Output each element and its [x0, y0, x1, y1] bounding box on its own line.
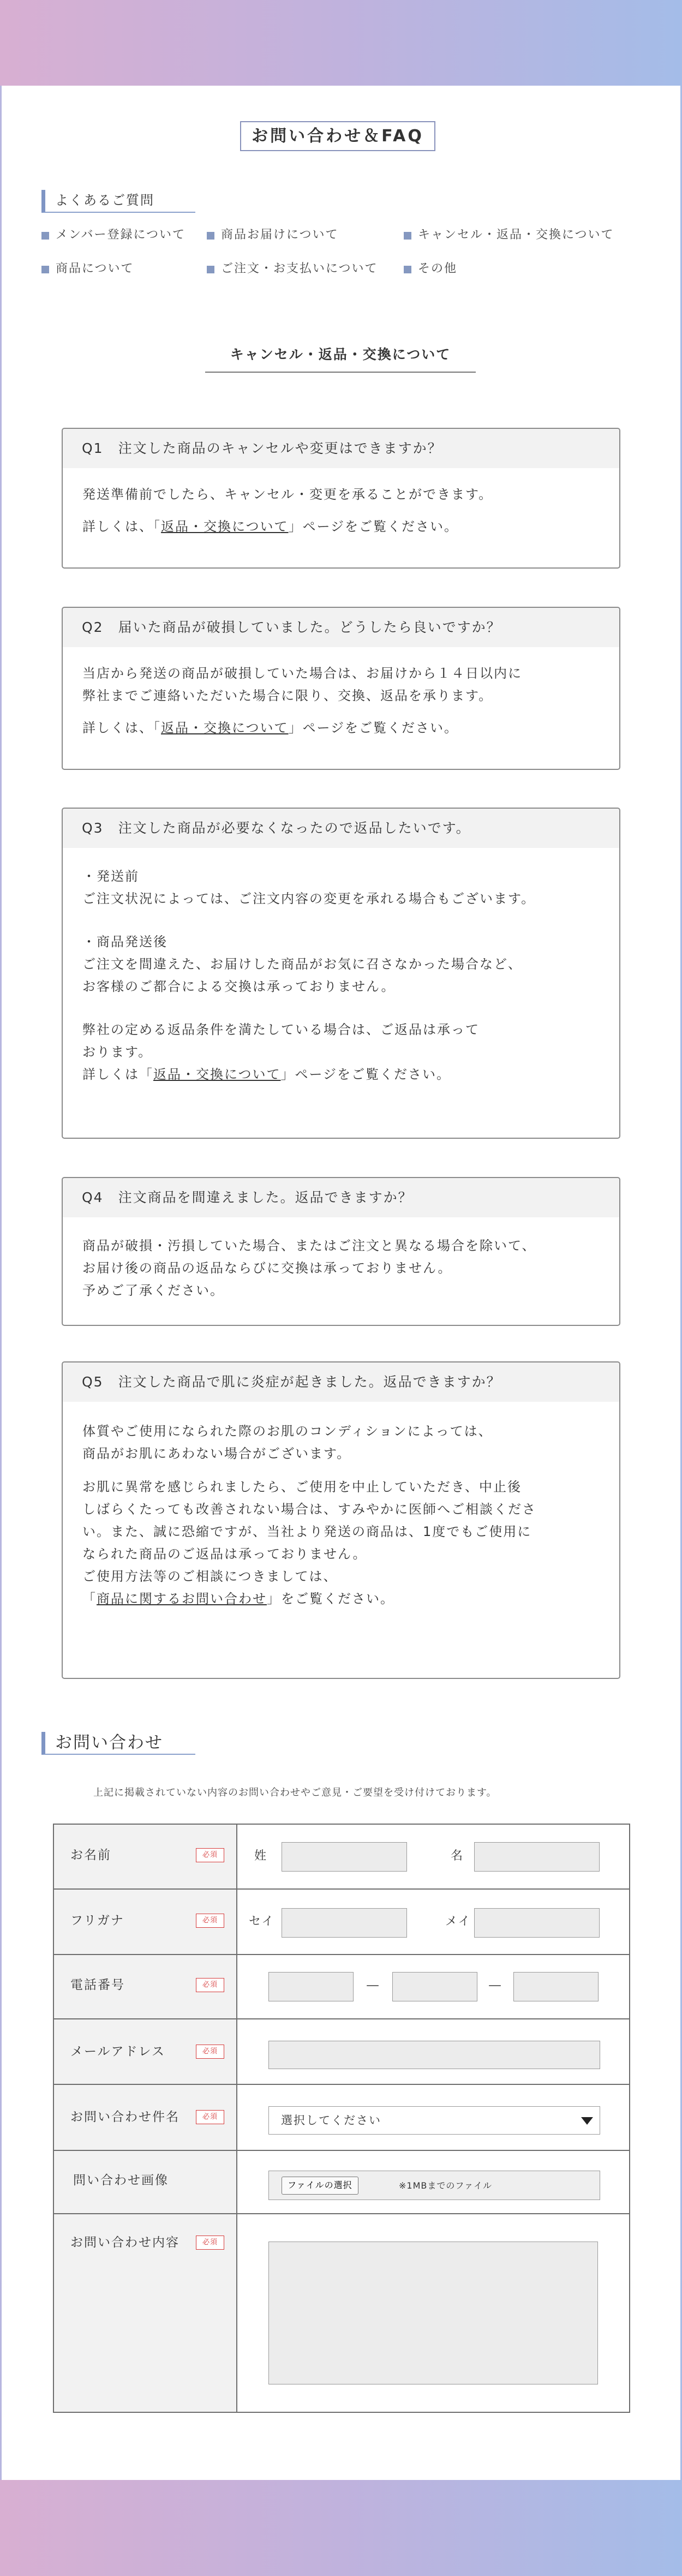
page-title: お問い合わせ＆FAQ — [240, 121, 435, 151]
last-kana-input[interactable] — [282, 1908, 407, 1938]
subject-selected-value: 選択してください — [281, 2114, 381, 2127]
phone-label: 電話番号 — [70, 1978, 125, 1992]
faq-question: Q2 届いた商品が破損していました。どうしたら良いですか？ — [63, 608, 619, 647]
first-name-label: 名 — [451, 1849, 464, 1863]
file-size-note: ※1MBまでのファイル — [399, 2180, 493, 2191]
faq-item-q1 — [62, 428, 620, 569]
email-label: メールアドレス — [70, 2045, 165, 2059]
nav-item-product[interactable]: 商品について — [41, 261, 134, 277]
nav-item-member[interactable]: メンバー登録について — [41, 227, 186, 243]
phone-separator: — — [488, 1977, 502, 1993]
nav-item-cancel-return[interactable]: キャンセル・返品・交換について — [404, 227, 614, 243]
faq-question: Q3 注文した商品が必要なくなったので返品したいです。 — [63, 809, 619, 848]
link-suffix: 」をご覧ください。 — [267, 1591, 394, 1606]
answer-line: なられた商品のご返品は承っておりません。 — [82, 1546, 367, 1562]
required-badge: 必須 — [196, 1978, 224, 1992]
answer-link-line — [82, 1588, 600, 1610]
subject-select[interactable] — [268, 2106, 600, 2135]
contact-lead-text: 上記に掲載されていない内容のお問い合わせやご意見・ご要望を受け付けております。 — [93, 1787, 497, 1798]
answer-line: ご注文を間違えた、お届けした商品がお気に召さなかった場合など、 — [82, 957, 522, 972]
return-exchange-link[interactable]: 返品・交換について — [161, 720, 289, 736]
phone-input-2[interactable] — [392, 1972, 477, 2001]
message-textarea[interactable] — [268, 2242, 598, 2384]
row-divider — [54, 2018, 629, 2019]
row-divider — [54, 2084, 629, 2085]
contact-section-heading: お問い合わせ — [41, 1732, 195, 1755]
name-label: お名前 — [70, 1848, 111, 1862]
faq-answer — [63, 848, 619, 1086]
last-kana-label: セイ — [249, 1915, 275, 1928]
product-inquiry-link[interactable]: 商品に関するお問い合わせ — [97, 1591, 267, 1606]
answer-link-line — [82, 1063, 600, 1086]
faq-item-q4 — [62, 1177, 620, 1326]
answer-line: お届け後の商品の返品ならびに交換は承っておりません。 — [82, 1260, 452, 1276]
answer-link-line — [82, 717, 600, 739]
answer-line: 予めご了承ください。 — [82, 1283, 224, 1298]
faq-item-q2 — [62, 607, 620, 770]
link-suffix: 」ページをご覧ください。 — [280, 1067, 451, 1082]
first-kana-input[interactable] — [474, 1908, 600, 1938]
row-divider — [54, 2213, 629, 2214]
nav-item-delivery[interactable]: 商品お届けについて — [207, 227, 339, 243]
message-label: お問い合わせ内容 — [70, 2236, 180, 2250]
chevron-down-icon — [581, 2117, 593, 2125]
answer-link-line — [82, 516, 600, 538]
link-prefix: 詳しくは、「 — [82, 720, 161, 736]
faq-question: Q4 注文商品を間違えました。返品できますか？ — [63, 1178, 619, 1217]
row-divider — [54, 1954, 629, 1955]
required-badge: 必須 — [196, 2110, 224, 2124]
link-suffix: 」ページをご覧ください。 — [288, 519, 459, 534]
return-exchange-link[interactable]: 返品・交換について — [153, 1067, 281, 1082]
answer-line: しばらくたっても改善されない場合は、すみやかに医師へご相談くださ — [82, 1502, 536, 1517]
required-badge: 必須 — [196, 1848, 224, 1862]
file-upload-field — [268, 2171, 600, 2200]
answer-line: 当店から発送の商品が破損していた場合は、お届けから１４日以内に — [82, 666, 522, 681]
choose-file-button[interactable]: ファイルの選択 — [282, 2177, 358, 2195]
answer-line: 弊社の定める返品条件を満たしている場合は、ご返品は承って — [82, 1022, 480, 1037]
required-badge: 必須 — [196, 2045, 224, 2059]
answer-line: ご使用方法等のご相談につきましては、 — [82, 1569, 338, 1584]
email-field[interactable] — [268, 2041, 600, 2069]
faq-item-q3 — [62, 808, 620, 1139]
phone-separator: — — [366, 1977, 380, 1993]
faq-question: Q1 注文した商品のキャンセルや変更はできますか？ — [63, 429, 619, 468]
answer-line: ・商品発送後 — [82, 934, 167, 949]
link-suffix: 」ページをご覧ください。 — [288, 720, 459, 736]
nav-item-order-payment[interactable]: ご注文・お支払いについて — [207, 261, 378, 277]
faq-question: Q5 注文した商品で肌に炎症が起きました。返品できますか？ — [63, 1362, 619, 1402]
link-prefix: 詳しくは、「 — [82, 519, 161, 534]
answer-text — [82, 662, 600, 707]
row-divider — [54, 2150, 629, 2151]
answer-line: ・発送前 — [82, 869, 139, 884]
return-exchange-link[interactable]: 返品・交換について — [161, 519, 289, 534]
first-name-input[interactable] — [474, 1842, 600, 1872]
answer-line: 体質やご使用になられた際のお肌のコンディションによっては、 — [82, 1424, 493, 1439]
first-kana-label: メイ — [445, 1915, 471, 1928]
answer-line: お客様のご都合による交換は承っておりません。 — [82, 979, 396, 994]
answer-line: い。また、誠に恐縮ですが、当社より発送の商品は、1度でもご使用に — [82, 1524, 532, 1539]
footer-gradient-band — [0, 2480, 682, 2576]
answer-text: 発送準備前でしたら、キャンセル・変更を承ることができます。 — [82, 487, 493, 502]
row-divider — [54, 1888, 629, 1890]
answer-line: 弊社までご連絡いただいた場合に限り、交換、返品を承ります。 — [82, 688, 493, 703]
phone-input-1[interactable] — [268, 1972, 354, 2001]
image-label: 問い合わせ画像 — [73, 2173, 169, 2187]
last-name-input[interactable] — [282, 1842, 407, 1872]
required-badge: 必須 — [196, 1914, 224, 1928]
link-prefix: 「 — [82, 1591, 97, 1606]
answer-line: おります。 — [82, 1044, 153, 1060]
faq-answer — [63, 468, 619, 538]
faq-section-heading: よくあるご質問 — [41, 190, 195, 213]
faq-answer — [63, 1402, 619, 1610]
link-prefix: 詳しくは「 — [82, 1067, 153, 1082]
faq-answer — [63, 1217, 619, 1302]
last-name-label: 姓 — [254, 1849, 268, 1863]
answer-line: 商品が破損・汚損していた場合、またはご注文と異なる場合を除いて、 — [82, 1238, 536, 1253]
answer-line: ご注文状況によっては、ご注文内容の変更を承れる場合もございます。 — [82, 891, 536, 906]
subject-label: お問い合わせ件名 — [70, 2110, 180, 2124]
faq-item-q5 — [62, 1361, 620, 1679]
phone-input-3[interactable] — [513, 1972, 599, 2001]
header-gradient-band — [0, 0, 682, 86]
faq-answer — [63, 647, 619, 739]
answer-line: 商品がお肌にあわない場合がございます。 — [82, 1446, 351, 1461]
nav-item-other[interactable]: その他 — [404, 261, 457, 277]
answer-line: お肌に異常を感じられましたら、ご使用を中止していただき、中止後 — [82, 1479, 522, 1495]
required-badge: 必須 — [196, 2236, 224, 2250]
kana-label: フリガナ — [70, 1914, 124, 1928]
cancel-return-subheading: キャンセル・返品・交換について — [205, 343, 476, 373]
